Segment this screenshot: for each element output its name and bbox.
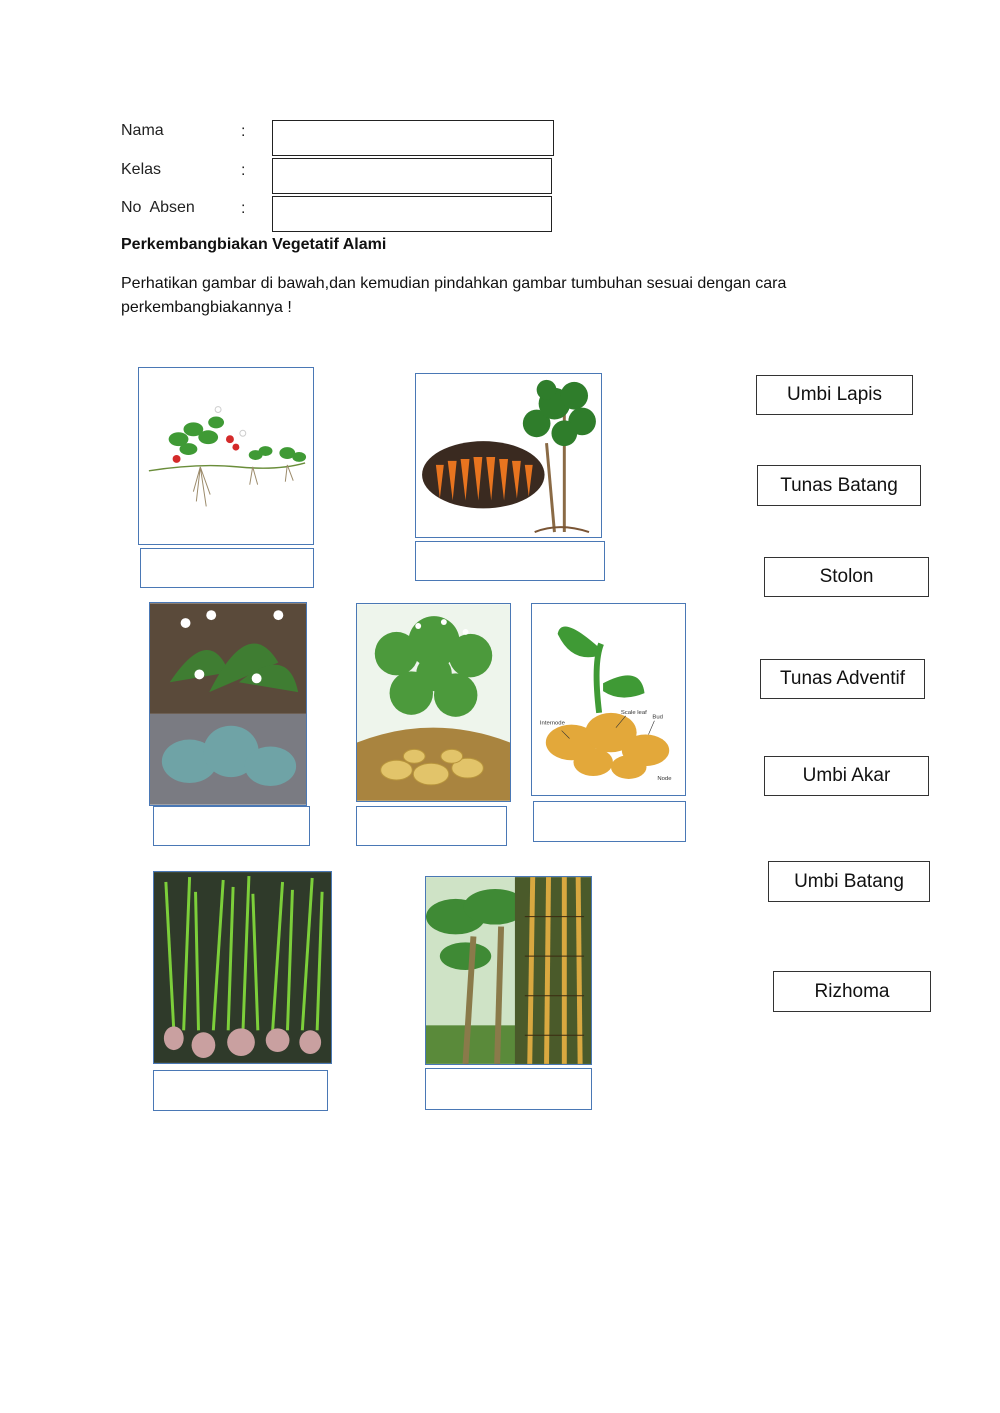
banana-bamboo-illustration (426, 877, 591, 1064)
drop-zone-6[interactable] (153, 1070, 328, 1111)
label-scale-leaf: Scale leaf (620, 709, 647, 716)
cassava-carrot-image[interactable] (415, 373, 602, 538)
kalanchoe-illustration (150, 603, 306, 805)
kelas-label: Kelas (121, 161, 162, 178)
nama-colon: : (241, 123, 246, 140)
instruction-text: Perhatikan gambar di bawah,dan kemudian pindahkan gambar tumbuhan sesuai dengan cara perkembangbiakannya ! (121, 275, 787, 316)
drop-zone-3[interactable] (153, 806, 310, 846)
nama-field[interactable] (272, 120, 554, 156)
absen-label: No Absen (121, 199, 195, 216)
label-tunas-batang[interactable]: Tunas Batang (757, 465, 921, 506)
shallot-illustration (154, 872, 331, 1063)
potato-illustration (357, 604, 510, 801)
strawberry-image[interactable] (138, 367, 314, 545)
kalanchoe-image[interactable] (149, 602, 307, 806)
label-internode: Internode (539, 720, 565, 727)
shallot-image[interactable] (153, 871, 332, 1064)
label-umbi-batang[interactable]: Umbi Batang (768, 861, 930, 902)
kelas-field[interactable] (272, 158, 552, 194)
drop-zone-4[interactable] (356, 806, 507, 846)
strawberry-illustration (139, 368, 313, 544)
nama-label: Nama (121, 122, 164, 139)
drop-zone-7[interactable] (425, 1068, 592, 1110)
label-tunas-adventif[interactable]: Tunas Adventif (760, 659, 925, 699)
drop-zone-5[interactable] (533, 801, 686, 842)
absen-colon: : (241, 200, 246, 217)
page-heading: Perkembangbiakan Vegetatif Alami (121, 236, 387, 253)
absen-field[interactable] (272, 196, 552, 232)
label-umbi-akar[interactable]: Umbi Akar (764, 756, 929, 796)
potato-image[interactable] (356, 603, 511, 802)
label-rizhoma[interactable]: Rizhoma (773, 971, 931, 1012)
drop-zone-1[interactable] (140, 548, 314, 588)
label-node: Node (657, 775, 672, 782)
label-stolon[interactable]: Stolon (764, 557, 929, 597)
kelas-colon: : (241, 162, 246, 179)
ginger-illustration (532, 604, 685, 795)
cassava-carrot-illustration (416, 374, 601, 537)
drop-zone-2[interactable] (415, 541, 605, 581)
banana-bamboo-image[interactable] (425, 876, 592, 1065)
label-umbi-lapis[interactable]: Umbi Lapis (756, 375, 913, 415)
ginger-image[interactable] (531, 603, 686, 796)
label-bud: Bud (652, 714, 663, 721)
